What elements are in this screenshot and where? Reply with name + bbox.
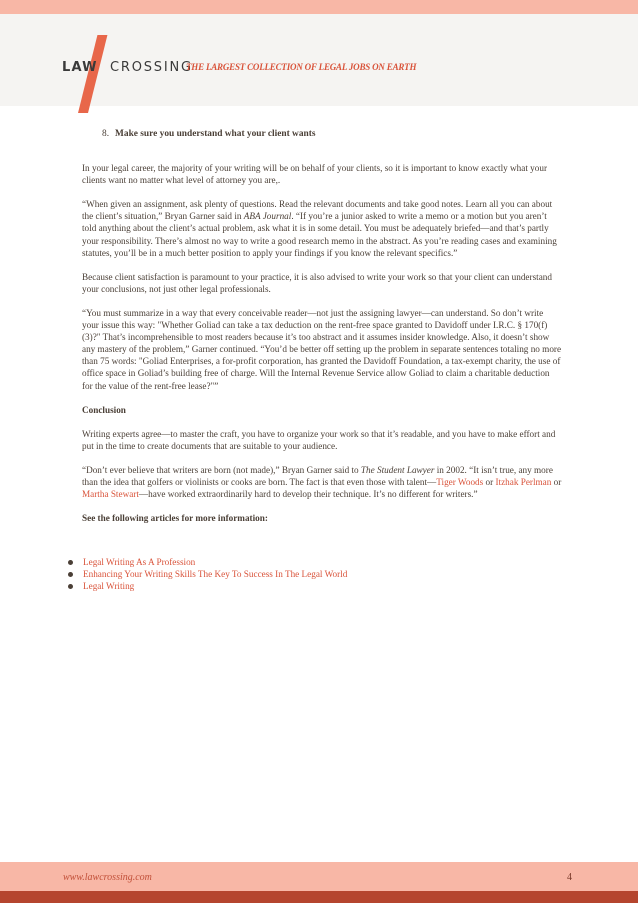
text-span: or [483,476,496,487]
link-tiger-woods[interactable]: Tiger Woods [436,476,484,487]
list-item[interactable] [66,568,347,580]
text-span: —have worked extraordinarily hard to develop their technique. It’s no different for writers.” [138,489,478,500]
header-tagline: THE LARGEST COLLECTION OF LEGAL JOBS ON EARTH [186,62,417,72]
text-span: “Don’t ever believe that writers are born (not made),” Bryan Garner said to [82,464,361,475]
paragraph-garner-quote-2: “You must summarize in a way that every conceivable reader—not just the assigning lawyer—can understand. So don’t write your issue this way: "Whether Goliad can take a tax deduction on the rent-free space granted to Davidoff under I.R.C. § 170(f)(3)?" That’s incomprehensible to most readers because it’s too abstract and it assumes insider knowledge. Also, it doesn’t show any mastery of the problem,” Garner continued. “You’d be better off setting up the problem in separate sentences totaling no more than 75 words: "Goliad Enterprises, a for-profit corporation, has granted the Davidoff Foundation, a tax-exempt charity, the use of office space in Goliad’s building free of charge. Will the Internal Revenue Service allow Goliad to claim a charitable deduction for the value of the rent-free lease?"” [82,307,562,391]
footer-url-link[interactable]: www.lawcrossing.com [63,872,152,883]
publication-title: ABA Journal [243,211,292,222]
publication-title: The Student Lawyer [360,464,435,475]
article-link[interactable]: Legal Writing [83,581,135,592]
list-item[interactable] [66,580,347,592]
bullet-icon [68,560,73,565]
article-body [82,128,562,536]
paragraph-garner-quote-3 [82,464,562,500]
paragraph-client-writing: In your legal career, the majority of your writing will be on behalf of your clients, so it is important to know exactly what your clients want no matter what level of attorney you are,. [82,163,548,186]
text-span: “When given an assignment, ask plenty of questions. Read the relevant documents and take good notes. Learn all you can about the client’s situation,” Bryan Garner said in [82,199,553,222]
paragraph-conclusion: Writing experts agree—to master the craft, you have to organize your work so that it’s readable, and you have to make effort and put in the time to create documents that are suitable to your audience. [82,428,556,451]
paragraph-client-satisfaction: Because client satisfaction is paramount to your practice, it is also advised to write your work so that your client can understand your conclusions, not just other legal professionals. [82,271,552,294]
bullet-icon [68,584,73,589]
top-band [0,0,638,14]
footer-bottom-band [0,891,638,903]
related-articles-list [66,556,347,593]
text-span: in 2002. “It isn’t true, any more than the idea that golfers or violinists or cooks are born. The fact is that even those with talent— [82,464,553,487]
link-itzhak-perlman[interactable]: Itzhak Perlman [495,476,552,487]
paragraph-garner-quote-1 [82,198,562,258]
page-header [0,14,638,106]
logo-crossing-text: CROSSING [110,60,193,75]
text-span: or [551,476,562,487]
article-link[interactable]: Legal Writing As A Profession [83,557,196,567]
see-following-heading: See the following articles for more information: [82,513,268,524]
bullet-icon [68,572,73,577]
article-link[interactable]: Enhancing Your Writing Skills The Key To Success In The Legal World [83,569,348,580]
list-item[interactable] [66,556,347,568]
section-title: Make sure you understand what your client wants [115,129,316,139]
link-martha-stewart[interactable]: Martha Stewart [82,489,139,500]
section-number: 8. [102,129,110,139]
text-span: . “If you’re a junior asked to write a memo or a motion but you aren’t told anything about the client’s actual problem, ask what it is in some detail. You must be adequately briefed—and that’s partly your responsibility. There’s almost no way to write a good research memo in the abstract. As you’re reading cases and examining statutes, you’ll be in a much better position to apply your findings if you know the relevant specifics.” [82,211,557,258]
section-heading [102,128,562,140]
page-number: 4 [567,872,572,883]
logo-law-text: LAW [62,60,98,75]
conclusion-heading: Conclusion [82,404,126,415]
